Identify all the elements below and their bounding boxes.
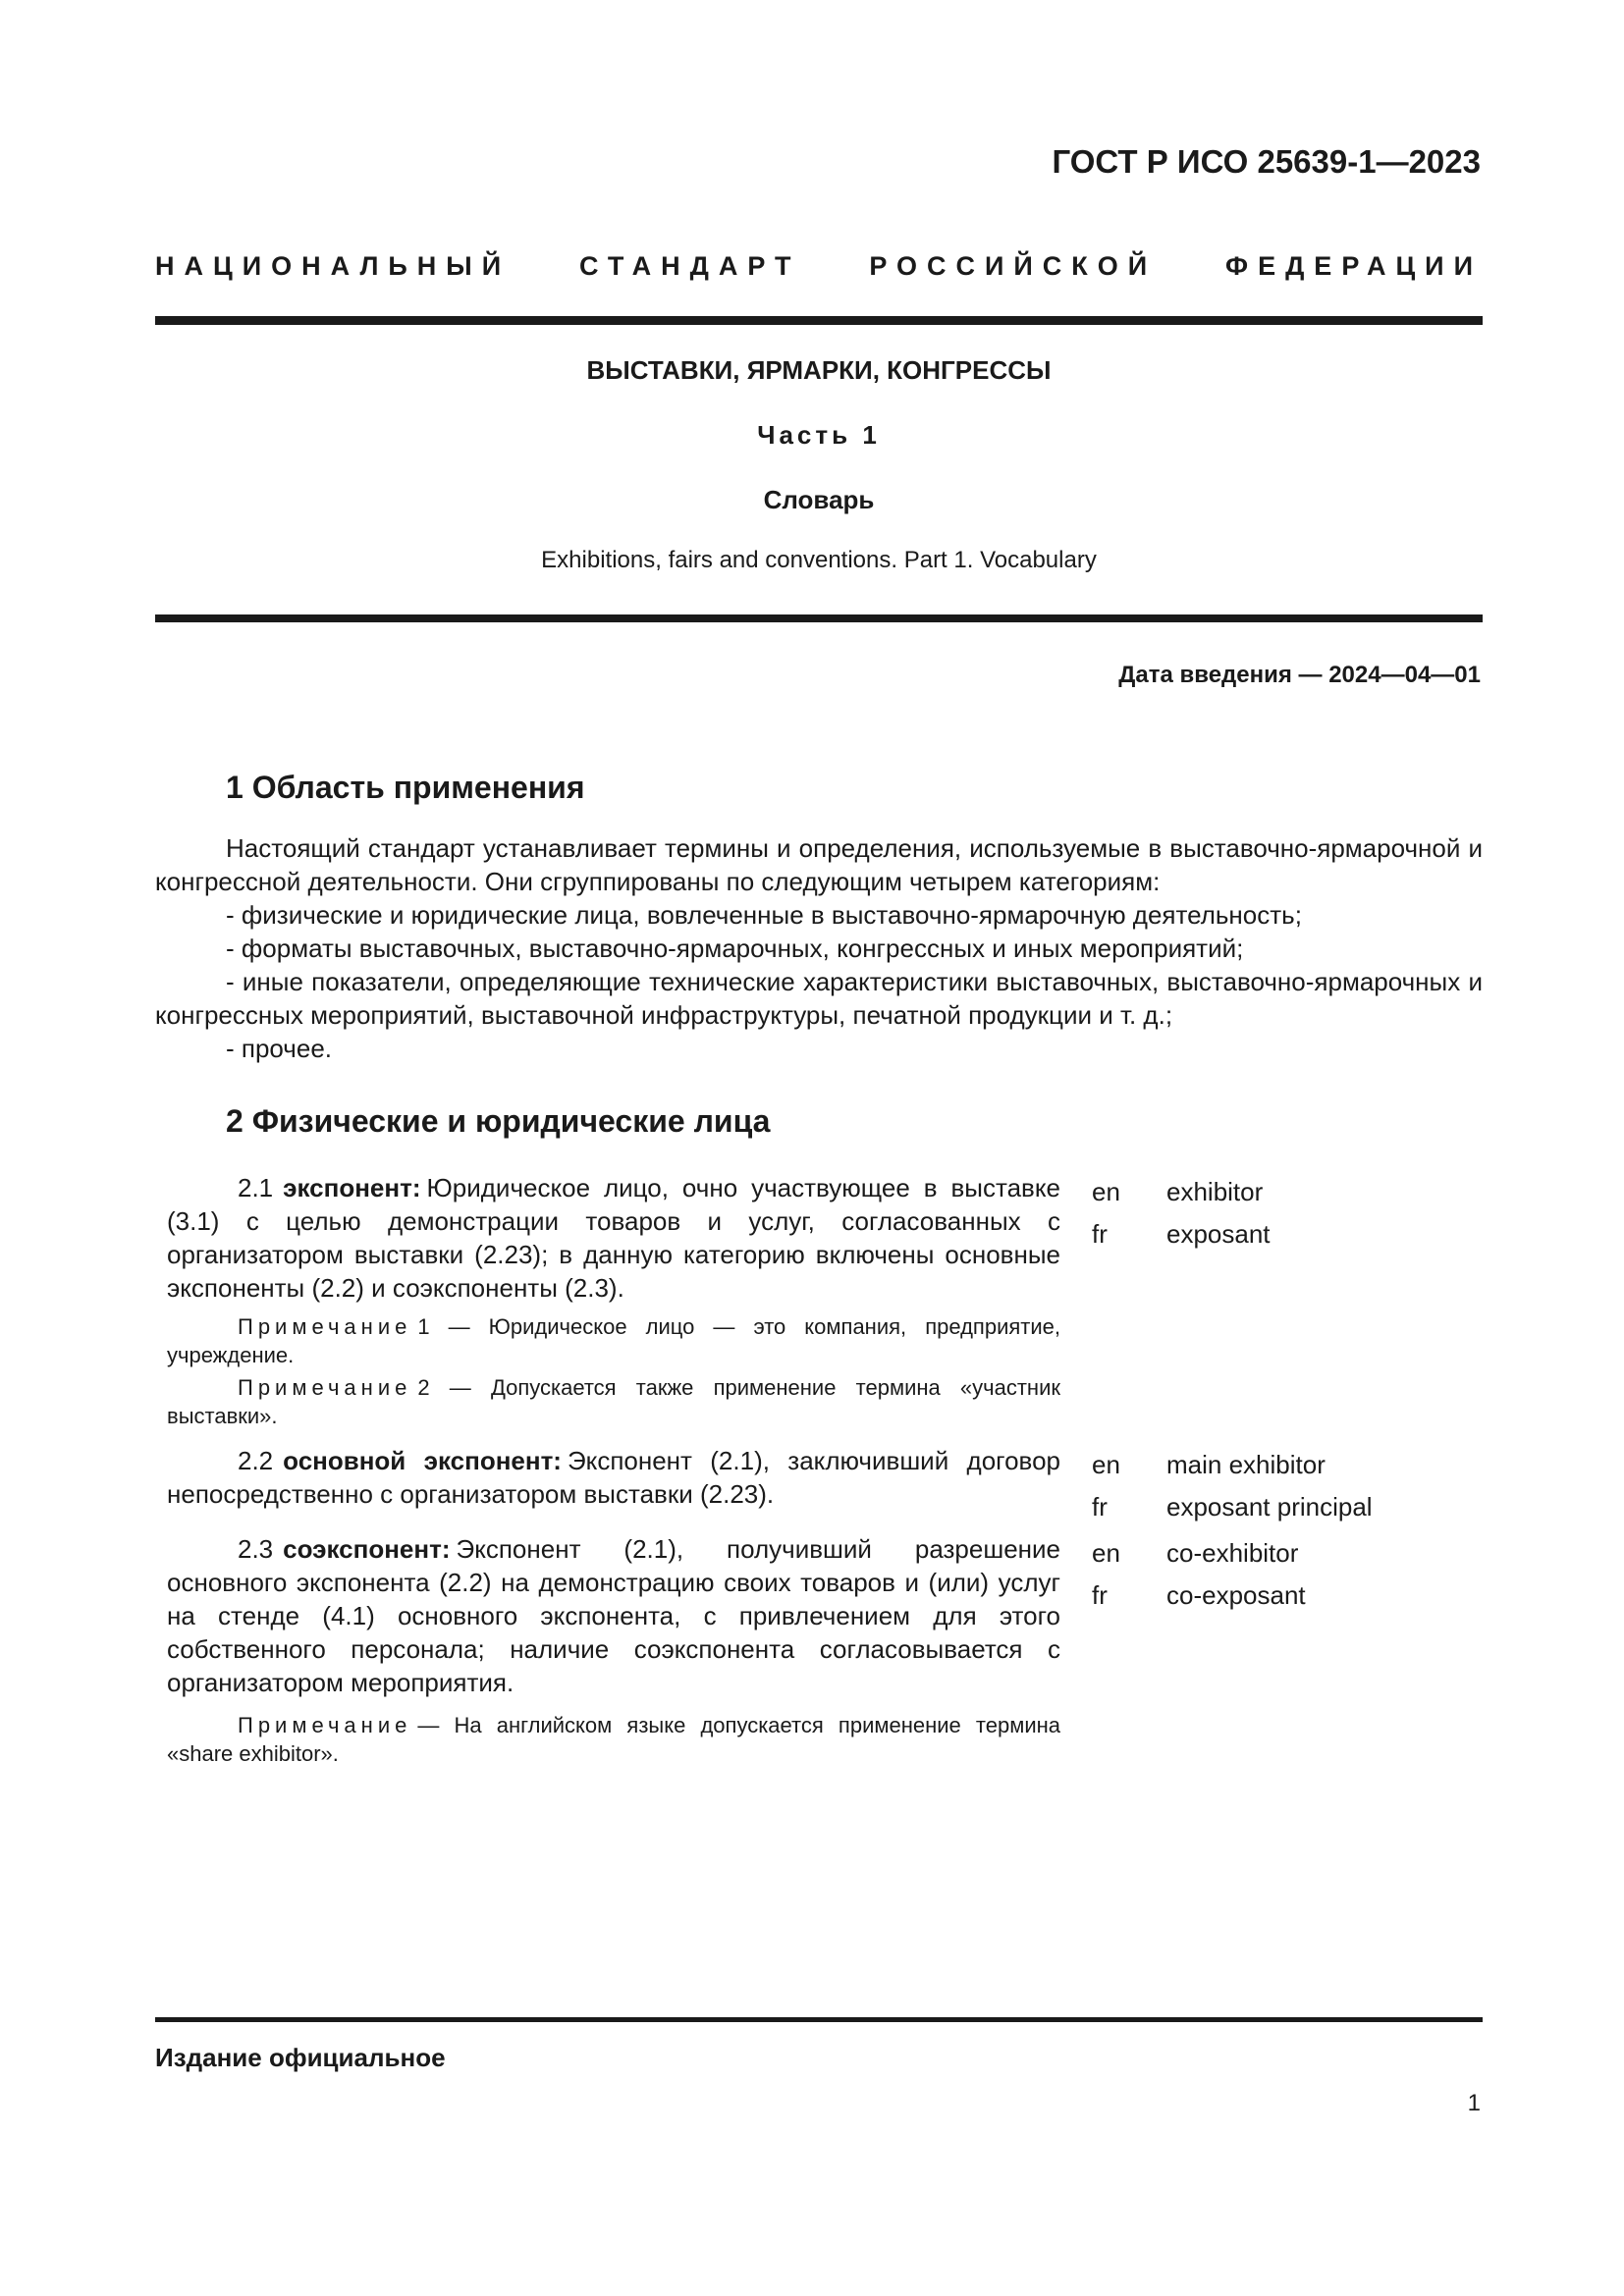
term-number: 2.3 [238, 1534, 274, 1564]
term-note [167, 1711, 1060, 1768]
equivalent-term: exposant [1166, 1219, 1271, 1249]
section-1-heading: 1 Область применения [226, 770, 585, 805]
scope-list-item: - форматы выставочных, выставочно-ярмарочных, конгрессных и иных мероприятий; [226, 934, 1244, 963]
term-name: экспонент: [283, 1173, 421, 1202]
term-name: основной экспонент: [283, 1446, 562, 1475]
english-equivalent [1092, 1444, 1373, 1486]
equivalent-term: exposant principal [1166, 1492, 1373, 1522]
document-title: ВЫСТАВКИ, ЯРМАРКИ, КОНГРЕССЫ [586, 355, 1052, 385]
term-note [167, 1312, 1060, 1369]
scope-paragraph: Настоящий стандарт устанавливает термины и определения, используемые в выставочно-ярмарочной и конгрессной деятельности. Они сгруппированы по следующим четырем категориям: [155, 833, 1483, 896]
document-number: ГОСТ Р ИСО 25639-1—2023 [1052, 143, 1481, 180]
term-definition [167, 1171, 1060, 1305]
term-number: 2.2 [238, 1446, 274, 1475]
term-definition [167, 1532, 1060, 1699]
french-equivalent [1092, 1213, 1271, 1255]
note-text: 2 — Допускается также применение термина «участник выставки». [167, 1375, 1060, 1428]
lang-code: en [1092, 1177, 1120, 1206]
equivalent-term: co-exposant [1166, 1580, 1306, 1610]
section-2-heading: 2 Физические и юридические лица [226, 1103, 771, 1139]
lang-code: en [1092, 1450, 1120, 1479]
english-equivalent [1092, 1171, 1271, 1213]
title-bottom-rule [155, 614, 1483, 622]
lang-code: fr [1092, 1580, 1108, 1610]
note-label: Примечание [238, 1713, 412, 1737]
note-label: Примечание [238, 1314, 412, 1339]
lang-code: fr [1092, 1492, 1108, 1522]
term-definition-block [167, 1532, 1060, 1768]
equivalent-term: exhibitor [1166, 1177, 1264, 1206]
term-equivalents [1092, 1532, 1306, 1768]
equivalent-term: main exhibitor [1166, 1450, 1326, 1479]
english-title: Exhibitions, fairs and conventions. Part 1. Vocabulary [541, 547, 1097, 573]
lang-code: en [1092, 1538, 1120, 1568]
term-definition-block [167, 1171, 1060, 1430]
scope-list-item: - иные показатели, определяющие технические характеристики выставочных, выставочно-ярмарочных и конгрессных мероприятий, выставочной инфраструктуры, печатной продукции и т. д.; [155, 967, 1483, 1030]
definition-text: Экспонент (2.1), заключивший договор непосредственно с организатором выставки (2.23). [167, 1446, 1060, 1509]
note-text: — На английском языке допускается применение термина «share exhibitor». [167, 1713, 1060, 1766]
part-label: Часть 1 [757, 420, 881, 450]
note-text: 1 — Юридическое лицо — это компания, предприятие, учреждение. [167, 1314, 1060, 1367]
term-name: соэкспонент: [283, 1534, 451, 1564]
term-definition [167, 1444, 1060, 1511]
definition-text: Экспонент (2.1), получивший разрешение основного экспонента (2.2) на демонстрацию своих товаров и (или) услуг на стенде (4.1) основного экспонента, с привлечением для этого собственного персонала; наличие соэкспонента согласовывается с организатором мероприятия. [167, 1534, 1060, 1697]
page-number: 1 [1467, 2090, 1481, 2116]
term-definition-block [167, 1444, 1060, 1528]
term-equivalents [1092, 1171, 1271, 1430]
scope-list-item: - физические и юридические лица, вовлеченные в выставочно-ярмарочную деятельность; [226, 900, 1302, 930]
national-standard-banner: НАЦИОНАЛЬНЫЙ СТАНДАРТ РОССИЙСКОЙ ФЕДЕРАЦИИ [155, 251, 1483, 281]
french-equivalent [1092, 1486, 1373, 1528]
term-entry-2-1 [167, 1171, 1483, 1430]
english-equivalent [1092, 1532, 1306, 1575]
french-equivalent [1092, 1575, 1306, 1617]
term-entry-2-3 [167, 1532, 1483, 1768]
introduction-date: Дата введения — 2024—04—01 [1118, 662, 1481, 688]
term-entry-2-2 [167, 1444, 1483, 1528]
note-label: Примечание [238, 1375, 412, 1400]
official-edition-label: Издание официальное [155, 2043, 446, 2072]
lang-code: fr [1092, 1219, 1108, 1249]
top-rule [155, 316, 1483, 325]
scope-list-item: - прочее. [226, 1034, 332, 1063]
equivalent-term: co-exhibitor [1166, 1538, 1299, 1568]
definition-text: Юридическое лицо, очно участвующее в выставке (3.1) с целью демонстрации товаров и услуг, согласованных с организатором выставки (2.23); в данную категорию включены основные экспоненты (2.2) и соэкспоненты (2.3). [167, 1173, 1060, 1303]
section-1-body [155, 831, 1483, 1065]
footer-rule [155, 2017, 1483, 2022]
document-subtitle: Словарь [763, 485, 875, 514]
term-note [167, 1373, 1060, 1430]
term-equivalents [1092, 1444, 1373, 1528]
term-entries [167, 1171, 1483, 1768]
term-number: 2.1 [238, 1173, 274, 1202]
